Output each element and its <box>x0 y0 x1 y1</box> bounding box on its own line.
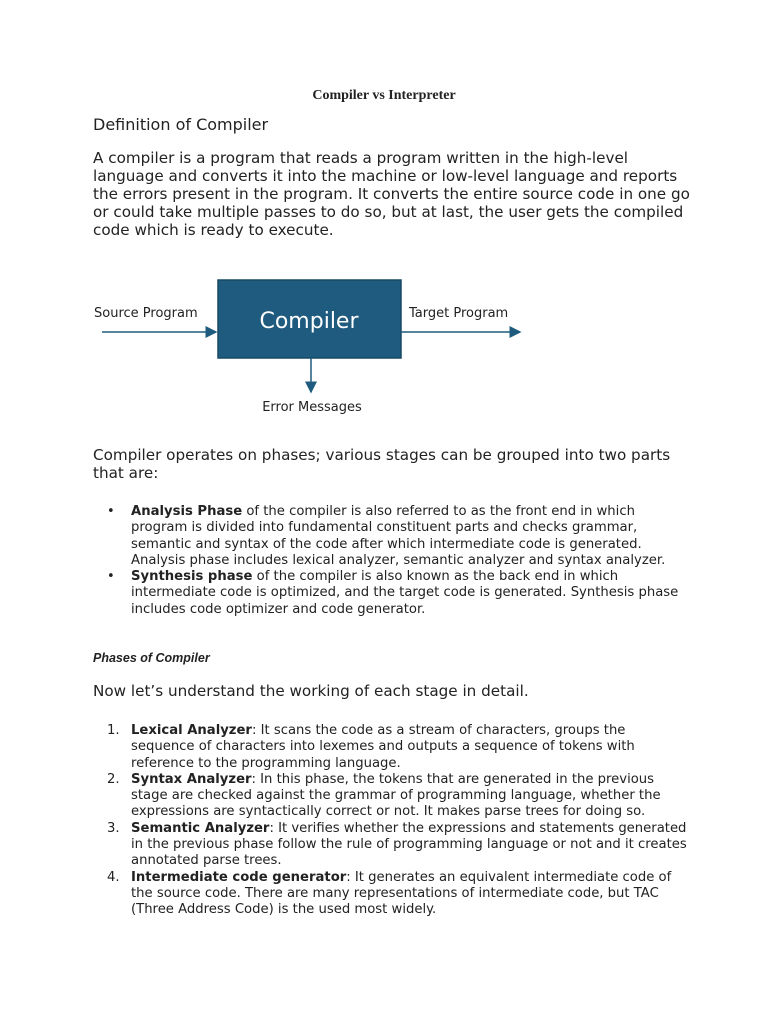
list-item-term: Analysis Phase <box>131 504 243 519</box>
list-item-term: Lexical Analyzer <box>131 723 252 738</box>
page-title: Compiler vs Interpreter <box>312 88 456 103</box>
list-item <box>131 504 691 569</box>
phases-intro-paragraph: Compiler operates on phases; various stages can be grouped into two parts that are: <box>93 446 671 482</box>
list-item-number: 4. <box>107 869 120 885</box>
phases-heading: Phases of Compiler <box>93 651 210 665</box>
list-item-text: of the compiler is also known as the back end in which intermediate code is optimized, and the target code is generated. Synthesis phase includes code optimizer and code generator. <box>131 569 679 617</box>
list-item <box>107 723 691 772</box>
definition-heading: Definition of Compiler <box>93 115 269 134</box>
list-item-number: 2. <box>107 771 120 787</box>
list-item-term: Intermediate code generator <box>131 869 347 885</box>
stages-intro-paragraph: Now let’s understand the working of each stage in detail. <box>93 682 529 700</box>
source-program-label: Source Program <box>94 306 198 321</box>
stages-numbered-list <box>107 723 691 919</box>
list-item-number: 3. <box>107 820 120 836</box>
target-program-label: Target Program <box>409 306 509 321</box>
list-item <box>107 820 691 870</box>
definition-paragraph: A compiler is a program that reads a program written in the high-level language and converts it into the machine or low-level language and reports the errors present in the program. It converts the entire source code in one go or could take multiple passes to do so, but at last, the user gets the compiled code which is ready to execute. <box>93 149 690 239</box>
compiler-diagram <box>90 270 530 430</box>
error-messages-label: Error Messages <box>262 400 362 415</box>
phase-bullet-list <box>131 504 691 618</box>
list-item-text: : It generates an equivalent intermediate code of the source code. There are many representations of intermediate code, but TAC (Three Address Code) is the used most widely. <box>131 869 672 918</box>
list-item <box>131 569 691 618</box>
list-item-term: Semantic Analyzer <box>131 820 270 836</box>
list-item-text: : In this phase, the tokens that are generated in the previous stage are checked against the grammar of programming language, whether the expressions are syntactically correct or not. It makes parse trees for doing so. <box>131 771 661 820</box>
compiler-box-label: Compiler <box>259 309 359 334</box>
list-item-term: Synthesis phase <box>131 569 253 585</box>
list-item-term: Syntax Analyzer <box>131 771 252 787</box>
list-item-number: 1. <box>107 723 120 738</box>
list-item-text: : It verifies whether the expressions and statements generated in the previous phase follow the rule of programming language or not and it creates annotated parse trees. <box>131 820 687 869</box>
list-item-text: : It scans the code as a stream of characters, groups the sequence of characters into lexemes and outputs a sequence of tokens with reference to the programming language. <box>131 723 635 771</box>
list-item <box>107 771 691 821</box>
list-item <box>107 869 691 919</box>
list-item-text: of the compiler is also referred to as the front end in which program is divided into fundamental constituent parts and checks grammar, semantic and syntax of the code after which intermediate code is generated. Analysis phase includes lexical analyzer, semantic analyzer and syntax analyzer. <box>131 504 666 568</box>
